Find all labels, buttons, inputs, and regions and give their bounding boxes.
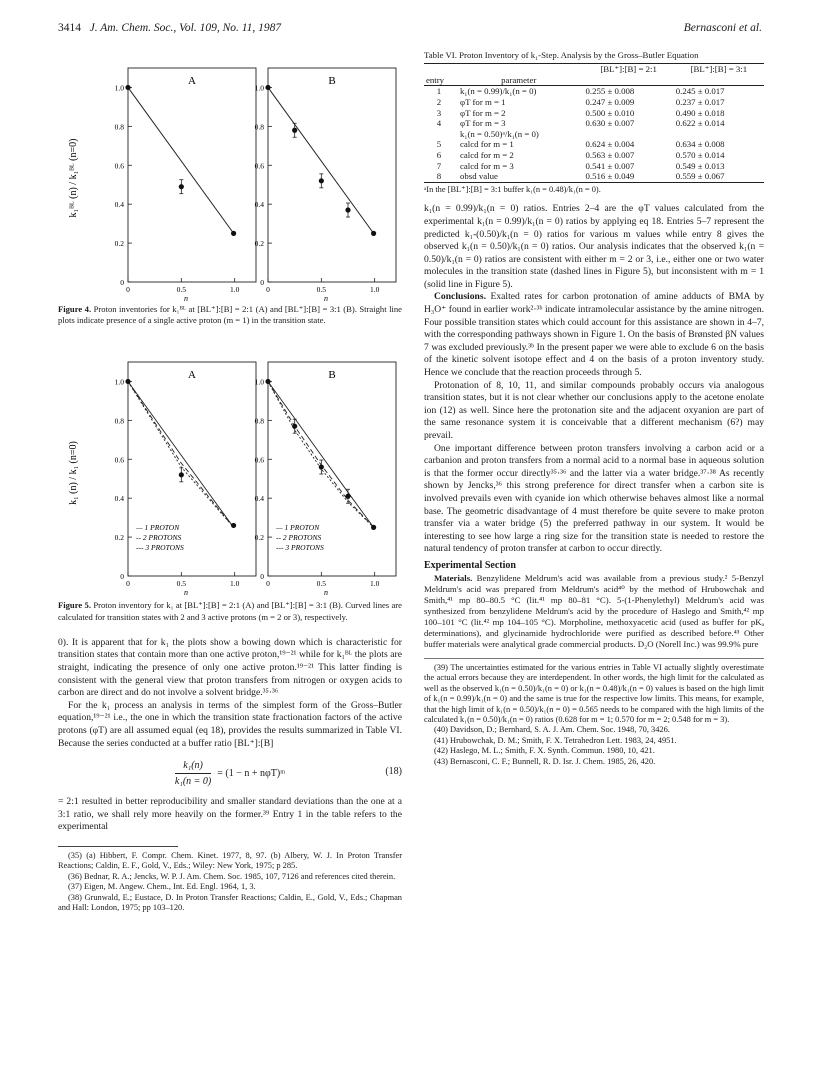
equation-denominator: k₁(n = 0) [174, 775, 212, 787]
table-cell-ratio-21: 0.255 ± 0.008 [585, 86, 635, 97]
y-tick-label: 0.8 [114, 416, 124, 426]
footnote: (39) The uncertainties estimated for the various entries in Table VI actually slightly overestimate the actual errors because they are interdependent. In other words, the high limit for the calculated as well as the observed k₁(n = 0.50)/k₁(n = 0) or k₁(n = 0.48)/k₁(n = 0) values is based on the high limit of k₁(n = 0.99)/k₁(n = 0) and the same is true for the respective low limits. This means, for example, that the high limit of k₁(n = 0.50)/k₁(n = 0) = 0.565 needs to be compared with the high limits of the calculated k₁(n = 0.50)/k₁(n = 0) ratios (0.628 for m = 1; 0.570 for m = 2; 0.548 for m = 3). [424, 662, 764, 724]
x-tick-label: 0 [266, 285, 270, 294]
table-6-title: Table VI. Proton Inventory of k₁-Step. Analysis by the Gross–Butler Equation [424, 50, 699, 60]
y-tick-label: 0.6 [254, 455, 264, 465]
x-axis-label: n [184, 588, 188, 598]
footnote: (43) Bernasconi, C. F.; Bunnell, R. D. Isr. J. Chem. 1985, 26, 420. [434, 756, 656, 766]
y-tick-label: 0.2 [254, 239, 264, 249]
y-tick-label: 0.8 [254, 416, 264, 426]
legend-entry: — 1 PROTON [136, 523, 180, 533]
left-column [58, 50, 402, 913]
data-point [231, 231, 236, 236]
panel-label: B [328, 369, 336, 382]
figure-4-caption [58, 304, 402, 326]
figure-4-ylabel: k₁ᴮᴸ (n) / k₁ᴮᴸ (n=0) [68, 138, 79, 218]
y-tick-label: 0.4 [254, 494, 264, 504]
x-tick-label: 0 [126, 285, 130, 294]
table-6-footnote: ᵃIn the [BL⁺]:[B] = 3:1 buffer k₁(n = 0.48)/k₁(n = 0). [424, 184, 601, 194]
table-cell-entry: 5 [436, 139, 442, 150]
footnote: (35) (a) Hibbert, F. Compr. Chem. Kinet. 1977, 8, 97. (b) Albery, W. J. In Proton Transfer Reactions; Caldin, E. F., Gold, V., Eds.; Wiley: New York, 1975; p 285. [58, 850, 402, 871]
table-cell-ratio-31 [674, 129, 764, 140]
data-point [179, 473, 184, 478]
data-point [265, 85, 270, 90]
data-point [179, 184, 184, 189]
y-tick-label: 1.0 [254, 83, 264, 93]
figure-4 [58, 50, 402, 326]
right-column [424, 50, 764, 767]
table-cell-ratio-21: 0.563 ± 0.007 [585, 149, 635, 160]
table-6-col-parameter: parameter [454, 75, 583, 86]
data-point [292, 128, 297, 133]
x-tick-label: 0 [126, 579, 130, 589]
data-point [319, 178, 324, 183]
y-tick-label: 0 [120, 572, 124, 582]
footnote: (37) Eigen, M. Angew. Chem., Int. Ed. Engl. 1964, 1, 3. [68, 882, 256, 892]
table-cell-ratio-31: 0.237 ± 0.017 [675, 96, 725, 107]
right-paragraph-1: k₁(n = 0.99)/k₁(n = 0) ratios. Entries 2–4 are the φT values calculated from the experimental k₁(n = 0.99)/k₁(n = 0) ratios by applying eq 18. Entries 5–7 represent the predicted k₁-(0.50)/k₁(n = 0) ratios for various m values while entry 8 gives the observed k₁(n = 0.50)/k₁(n = 0) ratios. Our analysis indicates that the observed k₁(n = 0.50)/k₁(n = 0) ratios are consistent with either m = 2 or 3, i.e., either one or two water molecules in the transition state (dashed lines in Figure 5), but inconsistent with m = 1 (solid line in Figure 5). [424, 203, 764, 290]
y-tick-label: 0.2 [114, 533, 124, 543]
table-row [424, 150, 764, 161]
table-cell-entry: 1 [436, 86, 442, 97]
figure-5-ylabel: k₁ (n) / k₁ (n=0) [68, 441, 79, 506]
data-point [265, 379, 270, 384]
experimental-heading: Experimental Section [424, 559, 516, 571]
x-tick-label: 1.0 [369, 579, 380, 589]
y-tick-label: 0.6 [114, 455, 124, 465]
table-cell-entry: 6 [436, 149, 442, 160]
table-cell-entry: 8 [424, 171, 454, 182]
right-footnote-divider [424, 658, 764, 659]
left-body [58, 637, 402, 914]
left-paragraph-3: = 2:1 resulted in better reproducibility and smaller standard deviations than the one at a 3:1 ratio, we shall rely more heavily on the former.³⁹ Entry 1 in the table refers to the experimental [58, 796, 402, 833]
y-tick-label: 1.0 [114, 377, 124, 387]
right-paragraph-3: Protonation of 8, 10, 11, and similar compounds probably occurs via analogous transition states, but it is not clear whether our conclusions apply to the acetone enolate ion (12) as well. Since here the protonation site and the adjacent oxyanion are part of the same resonance system it is conceivable that a different mechanism (6?) may prevail. [424, 379, 764, 442]
series-line [268, 382, 374, 528]
x-axis-label: n [184, 294, 188, 302]
table-cell-parameter: calcd for m = 2 [460, 149, 514, 160]
equation-number: (18) [385, 766, 402, 778]
y-tick-label: 0.8 [114, 122, 124, 132]
table-cell-parameter: φT for m = 3 [460, 118, 506, 129]
table-row [424, 97, 764, 108]
y-tick-label: 0.8 [254, 122, 264, 132]
equation-18 [58, 756, 402, 790]
table-cell-parameter: calcd for m = 1 [460, 139, 514, 150]
figure-5-caption [58, 600, 402, 622]
x-tick-label: 0.5 [316, 285, 327, 294]
series-line [128, 382, 234, 528]
table-cell-ratio-21 [583, 129, 673, 140]
y-tick-label: 0.2 [254, 533, 264, 543]
left-paragraph-1: 0). It is apparent that for k₁ the plots show a bowing down which is characteristic for transition states that contain more than one active proton,¹⁹⁻²¹ while for k₁ᴮᴸ the plots are straight, indicating the presence of only one active proton.¹⁹⁻²¹ This latter finding is consistent with the general view that proton transfers from nitrogen or oxygen acids to carbon are direct and do not involve a solvent bridge.³⁵·³⁶ [58, 636, 402, 699]
data-point [345, 207, 350, 212]
figure-4-caption-label: Figure 4. [58, 304, 92, 314]
table-cell-ratio-21: 0.516 ± 0.049 [583, 171, 673, 182]
y-tick-label: 0 [260, 278, 264, 287]
y-tick-label: 1.0 [254, 377, 264, 387]
figure-4-caption-text: Proton inventories for k₁ᴮᴸ at [BL⁺]:[B] = 2:1 (A) and [BL⁺]:[B] = 3:1 (B). Straight line plots indicate presence of a single active proton (m = 1) in the transition state. [58, 304, 402, 326]
x-tick-label: 1.0 [229, 579, 240, 589]
legend-entry: --- 3 PROTONS [136, 543, 184, 553]
footnote: (38) Grunwald, E.; Eustace, D. In Proton Transfer Reactions; Caldin, E., Gold, V., Eds.; Chapman and Hall: London, 1975; pp 103–120. [58, 892, 402, 912]
plot-frame [128, 68, 256, 282]
footnote: (36) Bednar, R. A.; Jencks, W. P. J. Am. Chem. Soc. 1985, 107, 7126 and references cited therein. [68, 871, 396, 881]
table-cell-ratio-21: 0.500 ± 0.010 [585, 107, 635, 118]
table-cell-parameter: obsd value [454, 171, 583, 182]
table-cell-ratio-21: 0.541 ± 0.007 [585, 160, 635, 171]
y-tick-label: 1.0 [114, 83, 124, 93]
table-6-col-31: [BL⁺]:[B] = 3:1 [674, 64, 764, 75]
table-cell-entry: 7 [436, 160, 442, 171]
table-cell-ratio-31: 0.559 ± 0.067 [674, 171, 764, 182]
journal-citation: J. Am. Chem. Soc., Vol. 109, No. 11, 1987 [89, 22, 282, 34]
legend-entry: --- 3 PROTONS [276, 543, 324, 553]
table-cell-entry [424, 129, 454, 140]
data-point [292, 424, 297, 429]
panel-label: A [188, 75, 196, 87]
panel-label: B [328, 75, 336, 87]
x-tick-label: 0.5 [176, 579, 187, 589]
footnote: (41) Hrubowchak, D. M.; Smith, F. X. Tetrahedron Lett. 1983, 24, 4951. [434, 735, 677, 745]
right-body [424, 203, 764, 767]
y-tick-label: 0.6 [114, 161, 124, 171]
y-tick-label: 0.4 [114, 200, 124, 210]
table-cell-ratio-31: 0.622 ± 0.014 [675, 118, 725, 129]
x-axis-label: n [324, 294, 328, 302]
x-tick-label: 0.5 [316, 579, 327, 589]
table-cell-ratio-31: 0.245 ± 0.017 [675, 86, 725, 97]
equation-rhs: = (1 − n + nφT)ᵐ [217, 767, 286, 779]
x-tick-label: 0.5 [176, 285, 187, 294]
footnote: (40) Davidson, D.; Bernhard, S. A. J. Am. Chem. Soc. 1948, 70, 3426. [434, 725, 670, 735]
data-point [371, 231, 376, 236]
table-row [424, 171, 764, 182]
table-6-col-21: [BL⁺]:[B] = 2:1 [583, 64, 673, 75]
table-cell-parameter: φT for m = 2 [460, 107, 506, 118]
data-point [345, 494, 350, 499]
table-cell-ratio-31: 0.549 ± 0.013 [675, 160, 725, 171]
table-cell-parameter: k₁(n = 0.99)/k₁(n = 0) [460, 86, 537, 97]
x-tick-label: 0 [266, 579, 270, 589]
y-tick-label: 0.4 [114, 494, 124, 504]
right-footnotes [424, 663, 764, 767]
left-footnotes [58, 851, 402, 913]
y-tick-label: 0 [120, 278, 124, 287]
data-point [231, 523, 236, 528]
fit-line [268, 87, 374, 233]
legend-entry: -- 2 PROTONS [276, 533, 322, 543]
right-paragraph-2: Exalted rates for carbon protonation of amine adducts of BMA by H₃O⁺ found in earlier work²·³ᵇ indicate intramolecular assistance by the amine nitrogen. Four possible transition states which could account for this assistance are shown in 4–7, with the corresponding pathways shown in Figure 1. On the basis of Brønsted βN values 7 was excluded previously.³ᵇ In the present paper we were able to exclude 6 on the basis of the kinetic solvent isotope effect and 4 on the basis of a proton inventory study. Hence we conclude that the reaction proceeds through 5. [424, 291, 764, 379]
right-paragraph-4: One important difference between proton transfers involving a carbon acid or a carbanion and proton transfers from a normal acid to a normal base in aqueous solution is that the former occur directly³⁵·³⁶ and the latter via a water bridge.³⁷·³⁸ As recently shown by Jencks,³⁶ this strong preference for direct transfer when a carbon site is involved prevails even with cyanide ion which otherwise behaves almost like a normal base. The geometric disadvantage of 4 must therefore be quite severe to make proton transfer via a water bridge (5) the preferred pathway in our system. It would be interesting to see how large a ring size for the transition state is needed to restore the natural tendency of proton transfer at carbon to occur directly. [424, 442, 764, 555]
table-cell-ratio-21: 0.624 ± 0.004 [585, 139, 635, 150]
table-cell-entry: 2 [436, 96, 442, 107]
x-tick-label: 1.0 [369, 285, 380, 294]
table-cell-ratio-31: 0.570 ± 0.014 [675, 149, 725, 160]
data-point [125, 379, 130, 384]
data-point [125, 85, 130, 90]
table-6 [424, 63, 764, 183]
figure-4-plot [58, 50, 402, 302]
panel-label: A [188, 369, 196, 382]
table-cell-parameter: φT for m = 1 [460, 96, 506, 107]
table-cell-ratio-31: 0.490 ± 0.018 [675, 107, 725, 118]
figure-5-plot [58, 348, 402, 598]
table-row [424, 161, 764, 172]
figure-5-caption-text: Proton inventory for k₁ at [BL⁺]:[B] = 2:1 (A) and [BL⁺]:[B] = 3:1 (B). Curved lines are calculated for transition states with 2 and 3 active protons (m = 2 or 3), respectively. [58, 600, 402, 622]
table-row [424, 129, 764, 140]
table-cell-ratio-21: 0.247 ± 0.009 [585, 96, 635, 107]
running-authors: Bernasconi et al. [683, 22, 762, 34]
table-cell-entry: 4 [436, 118, 442, 129]
legend-entry: -- 2 PROTONS [136, 533, 182, 543]
table-cell-parameter: k₁(n = 0.50)ᵃ/k₁(n = 0) [460, 128, 539, 139]
table-cell-ratio-21: 0.630 ± 0.007 [585, 118, 635, 129]
footnote: (42) Haslego, M. L.; Smith, F. X. Synth. Commun. 1980, 10, 421. [434, 746, 655, 756]
y-tick-label: 0.6 [254, 161, 264, 171]
figure-5-caption-label: Figure 5. [58, 600, 91, 611]
figure-5 [58, 348, 402, 622]
table-row [424, 139, 764, 150]
y-tick-label: 0.4 [254, 200, 264, 210]
plot-frame [268, 68, 396, 282]
right-paragraph-5: Benzylidene Meldrum's acid was available from a previous study.² 5-Benzyl Meldrum's acid was prepared from Meldrum's acid⁴⁰ by the method of Hrubowchak and Smith,⁴¹ mp 80–80.5 °C (lit.⁴¹ mp 80–81 °C). 5-(1-Phenylethyl) Meldrum's acid was synthesized from benzylidene Meldrum's acid by the procedure of Haslego and Smith,⁴² mp 100–101 °C (lit.⁴² mp 104–105 °C). Morpholine, methoxyacetic acid (used as buffer for pKₐ determinations), and glycinamide hydrochloride were purified as described before.⁴³ Other buffer materials were analytical grade commercial products. D₂O (Norell Inc.) was 99.9% pure [424, 572, 764, 649]
y-tick-label: 0 [260, 572, 264, 582]
equation-numerator: k₁(n) [175, 760, 211, 774]
page-number: 3414 [58, 22, 81, 34]
conclusions-heading: Conclusions. [434, 291, 486, 303]
table-cell-entry: 3 [436, 107, 442, 118]
legend-entry: — 1 PROTON [276, 523, 320, 533]
table-row [424, 108, 764, 119]
x-axis-label: n [324, 588, 328, 598]
table-row [424, 118, 764, 129]
left-paragraph-2: For the k₁ process an analysis in terms of the simplest form of the Gross–Butler equation,¹⁹⁻²¹ i.e., the one in which the transition state fractionation factors of the active protons (φT) are all assumed equal (eq 18), provides the results summarized in Table VI. Because the series conducted at a buffer ratio [BL⁺]:[B] [58, 699, 402, 749]
data-point [371, 525, 376, 530]
page-header [58, 22, 762, 38]
materials-heading: Materials. [434, 572, 473, 583]
table-cell-parameter: calcd for m = 3 [460, 160, 514, 171]
footnote-divider [58, 846, 178, 847]
data-point [319, 465, 324, 470]
x-tick-label: 1.0 [229, 285, 240, 294]
table-6-col-entry: entry [424, 75, 454, 86]
y-tick-label: 0.2 [114, 239, 124, 249]
table-cell-ratio-31: 0.634 ± 0.008 [675, 139, 725, 150]
table-row [424, 86, 764, 97]
fit-line [128, 87, 234, 233]
